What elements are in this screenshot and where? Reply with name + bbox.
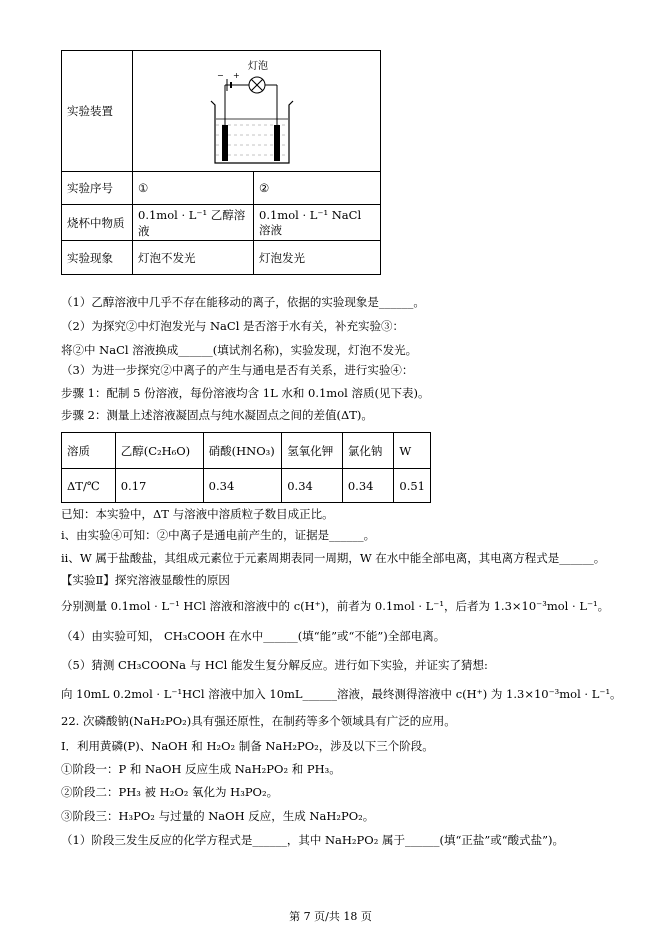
experiment-table-1 (61, 50, 381, 275)
part-I: I．利用黄磷(P)、NaOH 和 H₂O₂ 制备 NaH₂PO₂，涉及以下三个阶段。 (61, 739, 434, 753)
apparatus-diagram (197, 55, 317, 167)
experiment-2-title: 【实验Ⅱ】探究溶液显酸性的原因 (61, 573, 230, 587)
stage-2: ②阶段二：PH₃ 被 H₂O₂ 氧化为 H₃PO₂。 (61, 785, 279, 799)
bulb-icon (249, 77, 265, 93)
cell: ① (133, 172, 254, 205)
question-2a: （2）为探究②中灯泡发光与 NaCl 是否溶于水有关，补充实验③： (61, 319, 405, 333)
question-i: i、由实验④可知：②中离子是通电前产生的，证据是______。 (61, 528, 376, 542)
question-2b: 将②中 NaCl 溶液换成______(填试剂名称)，实验发现，灯泡不发光。 (61, 343, 418, 357)
apparatus-label: 实验装置 (62, 51, 133, 172)
svg-text:−: − (216, 71, 224, 80)
header-cell: 氢氧化钾 (282, 433, 343, 469)
step-1: 步骤 1：配制 5 份溶液，每份溶液均含 1L 水和 0.1mol 溶质(见下表)。 (61, 386, 430, 400)
measurement-text: 分别测量 0.1mol · L⁻¹ HCl 溶液和溶液中的 c(H⁺)，前者为 0.1mol · L⁻¹，后者为 1.3×10⁻³mol · L⁻¹。 (61, 599, 610, 613)
stage-3: ③阶段三：H₃PO₂ 与过量的 NaOH 反应，生成 NaH₂PO₂。 (61, 809, 375, 823)
value-cell: 0.51 (394, 469, 431, 503)
step-2: 步骤 2：测量上述溶液凝固点与纯水凝固点之间的差值(ΔT)。 (61, 408, 373, 422)
cell: 0.1mol · L⁻¹ NaCl 溶液 (254, 205, 381, 241)
svg-text:+: + (232, 71, 240, 80)
known-note: 已知：本实验中，ΔT 与溶液中溶质粒子数目成正比。 (61, 507, 334, 521)
question-5: （5）猜测 CH₃COONa 与 HCl 能发生复分解反应。进行如下实验，并证实了猜想: (61, 658, 488, 672)
value-cell: 0.34 (282, 469, 343, 503)
question-1: （1）乙醇溶液中几乎不存在能移动的离子，依据的实验现象是______。 (61, 295, 425, 309)
stage-1: ①阶段一：P 和 NaOH 反应生成 NaH₂PO₂ 和 PH₃。 (61, 762, 341, 776)
header-cell: W (394, 433, 431, 469)
header-cell: 乙醇(C₂H₆O) (115, 433, 203, 469)
beaker-icon (211, 101, 293, 163)
row-label: ΔT/℃ (62, 469, 116, 503)
bulb-label: 灯泡 (247, 61, 268, 72)
row-label: 实验序号 (62, 172, 133, 205)
solute-table (61, 432, 431, 503)
page-footer: 第 7 页/共 18 页 (289, 910, 372, 923)
apparatus-figure-cell (133, 51, 381, 172)
cell: ② (254, 172, 381, 205)
header-cell: 氯化钠 (342, 433, 394, 469)
value-cell: 0.17 (115, 469, 203, 503)
cell: 0.1mol · L⁻¹ 乙醇溶液 (133, 205, 254, 241)
cell: 灯泡不发光 (133, 241, 254, 275)
question-1b: （1）阶段三发生反应的化学方程式是______，其中 NaH₂PO₂ 属于______(填“正盐”或“酸式盐”)。 (61, 833, 564, 847)
cell: 灯泡发光 (254, 241, 381, 275)
value-cell: 0.34 (203, 469, 282, 503)
question-ii: ii、W 属于盐酸盐，其组成元素位于元素周期表同一周期，W 在水中能全部电离，其电离方程式是______。 (61, 551, 606, 565)
battery-icon (217, 71, 240, 91)
header-cell: 硝酸(HNO₃) (203, 433, 282, 469)
header-cell: 溶质 (62, 433, 116, 469)
question-3: （3）为进一步探究②中离子的产生与通电是否有关系，进行实验④： (61, 363, 414, 377)
question-5b: 向 10mL 0.2mol · L⁻¹HCl 溶液中加入 10mL______溶液，最终测得溶液中 c(H⁺) 为 1.3×10⁻³mol · L⁻¹。 (61, 687, 622, 701)
problem-22: 22. 次磷酸钠(NaH₂PO₂)具有强还原性，在制药等多个领域具有广泛的应用。 (61, 714, 456, 728)
row-label: 烧杯中物质 (62, 205, 133, 241)
row-label: 实验现象 (62, 241, 133, 275)
value-cell: 0.34 (342, 469, 394, 503)
question-4: （4）由实验可知， CH₃COOH 在水中______(填“能”或“不能”)全部电离。 (61, 629, 446, 643)
